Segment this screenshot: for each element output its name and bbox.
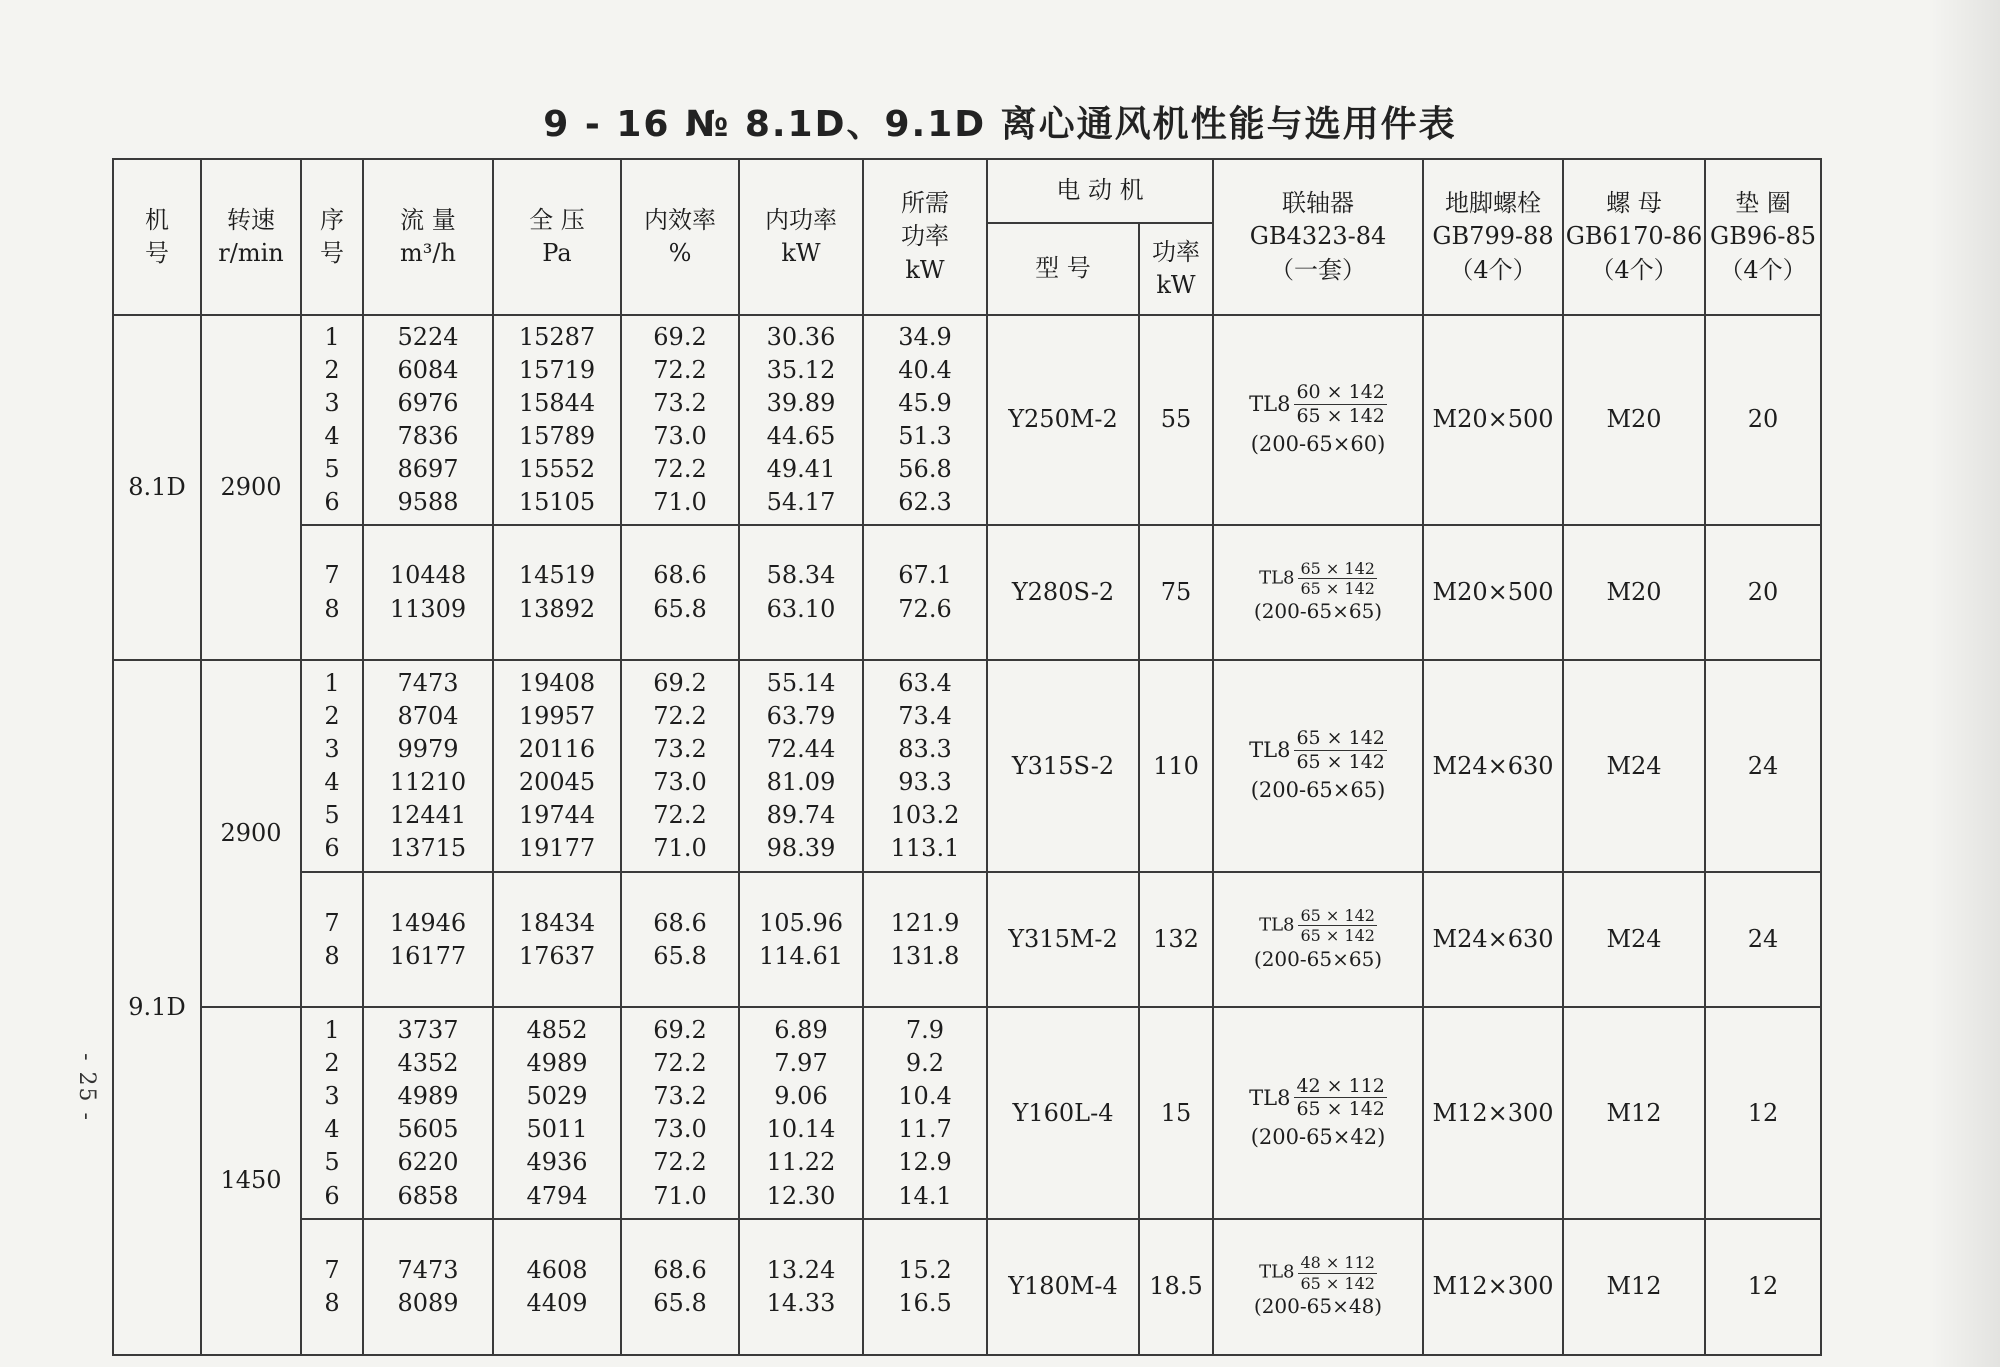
speed-cell: 2900	[201, 660, 301, 1007]
seq-cell: 1 2 3 4 5 6	[301, 1007, 363, 1219]
coupling-note: (200-65×42)	[1250, 1125, 1386, 1150]
table-row-group	[113, 1219, 1821, 1354]
coupling-numerator: 65 × 142	[1300, 559, 1375, 579]
coupling-cell	[1213, 525, 1423, 660]
motor-power-cell: 132	[1139, 872, 1213, 1007]
washer-cell: 12	[1705, 1007, 1821, 1219]
anchor-bolt-cell: M20×500	[1423, 525, 1563, 660]
pressure-cell: 15287 15719 15844 15789 15552 15105	[493, 315, 621, 525]
coupling-prefix: TL8	[1259, 1261, 1295, 1283]
header-motor-power: 功率 kW	[1139, 223, 1213, 315]
coupling-denominator: 65 × 142	[1300, 1273, 1375, 1293]
required-power-cell: 7.9 9.2 10.4 11.7 12.9 14.1	[863, 1007, 987, 1219]
coupling-note: (200-65×48)	[1253, 1293, 1383, 1318]
flow-cell: 5224 6084 6976 7836 8697 9588	[363, 315, 493, 525]
header-required-power: 所需 功率 kW	[863, 159, 987, 315]
internal-power-cell: 105.96 114.61	[739, 872, 863, 1007]
coupling-denominator: 65 × 142	[1296, 1098, 1385, 1121]
efficiency-cell: 69.2 72.2 73.2 73.0 72.2 71.0	[621, 660, 739, 872]
coupling-numerator: 42 × 112	[1296, 1074, 1385, 1097]
motor-type-cell: Y160L-4	[987, 1007, 1139, 1219]
coupling-numerator: 65 × 142	[1296, 727, 1385, 750]
seq-cell: 1 2 3 4 5 6	[301, 660, 363, 872]
header-row-1	[113, 159, 1821, 223]
internal-power-cell: 55.14 63.79 72.44 81.09 89.74 98.39	[739, 660, 863, 872]
motor-type-cell: Y315M-2	[987, 872, 1139, 1007]
page-number: - 25 -	[73, 1053, 99, 1122]
header-model: 机 号	[113, 159, 201, 315]
coupling-fraction	[1294, 727, 1386, 774]
required-power-cell: 34.9 40.4 45.9 51.3 56.8 62.3	[863, 315, 987, 525]
machine-cell: 9.1D	[113, 660, 201, 1354]
header-nut: 螺 母 GB6170-86 （4个）	[1563, 159, 1705, 315]
efficiency-cell: 68.6 65.8	[621, 872, 739, 1007]
pressure-cell: 4852 4989 5029 5011 4936 4794	[493, 1007, 621, 1219]
washer-cell: 24	[1705, 872, 1821, 1007]
page-title: 9 - 16 № 8.1D、9.1D 离心通风机性能与选用件表	[543, 104, 1457, 145]
anchor-bolt-cell: M20×500	[1423, 315, 1563, 525]
efficiency-cell: 68.6 65.8	[621, 1219, 739, 1354]
coupling-fraction	[1294, 1075, 1386, 1122]
coupling-note: (200-65×65)	[1250, 778, 1386, 802]
machine-cell: 8.1D	[113, 315, 201, 660]
speed-cell: 2900	[201, 315, 301, 660]
motor-type-cell: Y180M-4	[987, 1219, 1139, 1354]
motor-type-cell: Y315S-2	[987, 660, 1139, 872]
required-power-cell: 15.2 16.5	[863, 1219, 987, 1354]
pressure-cell: 19408 19957 20116 20045 19744 19177	[493, 660, 621, 872]
nut-cell: M24	[1563, 872, 1705, 1007]
coupling-cell	[1213, 1007, 1423, 1219]
coupling-note: (200-65×65)	[1253, 599, 1383, 624]
seq-cell: 7 8	[301, 525, 363, 660]
coupling-cell	[1213, 660, 1423, 872]
flow-cell: 7473 8704 9979 11210 12441 13715	[363, 660, 493, 872]
seq-cell: 7 8	[301, 1219, 363, 1354]
coupling-denominator: 65 × 142	[1296, 751, 1385, 774]
fan-performance-table	[112, 158, 1822, 1356]
nut-cell: M20	[1563, 315, 1705, 525]
motor-power-cell: 15	[1139, 1007, 1213, 1219]
efficiency-cell: 68.6 65.8	[621, 525, 739, 660]
pressure-cell: 14519 13892	[493, 525, 621, 660]
motor-power-cell: 75	[1139, 525, 1213, 660]
nut-cell: M12	[1563, 1007, 1705, 1219]
efficiency-cell: 69.2 72.2 73.2 73.0 72.2 71.0	[621, 1007, 739, 1219]
table-row-group	[113, 872, 1821, 1007]
internal-power-cell: 30.36 35.12 39.89 44.65 49.41 54.17	[739, 315, 863, 525]
coupling-cell	[1213, 1219, 1423, 1354]
coupling-prefix: TL8	[1259, 914, 1295, 936]
pressure-cell: 4608 4409	[493, 1219, 621, 1354]
motor-power-cell: 110	[1139, 660, 1213, 872]
header-speed: 转速 r/min	[201, 159, 301, 315]
anchor-bolt-cell: M12×300	[1423, 1219, 1563, 1354]
anchor-bolt-cell: M24×630	[1423, 872, 1563, 1007]
header-motor: 电 动 机	[987, 159, 1213, 223]
nut-cell: M24	[1563, 660, 1705, 872]
motor-type-cell: Y250M-2	[987, 315, 1139, 525]
coupling-note: (200-65×60)	[1250, 431, 1386, 456]
coupling-fraction	[1298, 559, 1376, 598]
coupling-cell	[1213, 872, 1423, 1007]
coupling-fraction	[1298, 1253, 1376, 1292]
coupling-numerator: 60 × 142	[1296, 381, 1385, 404]
washer-cell: 24	[1705, 660, 1821, 872]
header-coupling: 联轴器 GB4323-84 （一套）	[1213, 159, 1423, 315]
coupling-numerator: 65 × 142	[1300, 906, 1375, 926]
internal-power-cell: 58.34 63.10	[739, 525, 863, 660]
efficiency-cell: 69.2 72.2 73.2 73.0 72.2 71.0	[621, 315, 739, 525]
washer-cell: 20	[1705, 525, 1821, 660]
coupling-denominator: 65 × 142	[1300, 579, 1375, 599]
washer-cell: 12	[1705, 1219, 1821, 1354]
table-row-group	[113, 660, 1821, 872]
coupling-fraction	[1294, 381, 1386, 428]
header-internal-power: 内功率 kW	[739, 159, 863, 315]
table-row-group	[113, 525, 1821, 660]
header-washer: 垫 圈 GB96-85 （4个）	[1705, 159, 1821, 315]
required-power-cell: 121.9 131.8	[863, 872, 987, 1007]
required-power-cell: 63.4 73.4 83.3 93.3 103.2 113.1	[863, 660, 987, 872]
header-flow: 流 量 m³/h	[363, 159, 493, 315]
nut-cell: M12	[1563, 1219, 1705, 1354]
coupling-denominator: 65 × 142	[1300, 926, 1375, 946]
header-anchor-bolt: 地脚螺栓 GB799-88 （4个）	[1423, 159, 1563, 315]
seq-cell: 7 8	[301, 872, 363, 1007]
internal-power-cell: 13.24 14.33	[739, 1219, 863, 1354]
seq-cell: 1 2 3 4 5 6	[301, 315, 363, 525]
flow-cell: 14946 16177	[363, 872, 493, 1007]
pressure-cell: 18434 17637	[493, 872, 621, 1007]
coupling-denominator: 65 × 142	[1296, 405, 1385, 428]
washer-cell: 20	[1705, 315, 1821, 525]
motor-power-cell: 18.5	[1139, 1219, 1213, 1354]
coupling-note: (200-65×65)	[1253, 946, 1383, 971]
header-pressure: 全 压 Pa	[493, 159, 621, 315]
coupling-prefix: TL8	[1249, 738, 1291, 763]
table-row-group	[113, 1007, 1821, 1219]
coupling-numerator: 48 × 112	[1300, 1253, 1375, 1273]
coupling-prefix: TL8	[1259, 567, 1295, 589]
anchor-bolt-cell: M12×300	[1423, 1007, 1563, 1219]
header-motor-type: 型 号	[987, 223, 1139, 315]
required-power-cell: 67.1 72.6	[863, 525, 987, 660]
header-efficiency: 内效率 %	[621, 159, 739, 315]
coupling-prefix: TL8	[1249, 392, 1291, 417]
motor-power-cell: 55	[1139, 315, 1213, 525]
header-seq: 序 号	[301, 159, 363, 315]
flow-cell: 3737 4352 4989 5605 6220 6858	[363, 1007, 493, 1219]
coupling-prefix: TL8	[1249, 1085, 1291, 1110]
internal-power-cell: 6.89 7.97 9.06 10.14 11.22 12.30	[739, 1007, 863, 1219]
nut-cell: M20	[1563, 525, 1705, 660]
flow-cell: 7473 8089	[363, 1219, 493, 1354]
coupling-cell	[1213, 315, 1423, 525]
anchor-bolt-cell: M24×630	[1423, 660, 1563, 872]
flow-cell: 10448 11309	[363, 525, 493, 660]
table-row-group	[113, 315, 1821, 525]
coupling-fraction	[1298, 906, 1376, 945]
page-edge-shadow	[1930, 0, 2000, 1367]
motor-type-cell: Y280S-2	[987, 525, 1139, 660]
speed-cell: 1450	[201, 1007, 301, 1354]
